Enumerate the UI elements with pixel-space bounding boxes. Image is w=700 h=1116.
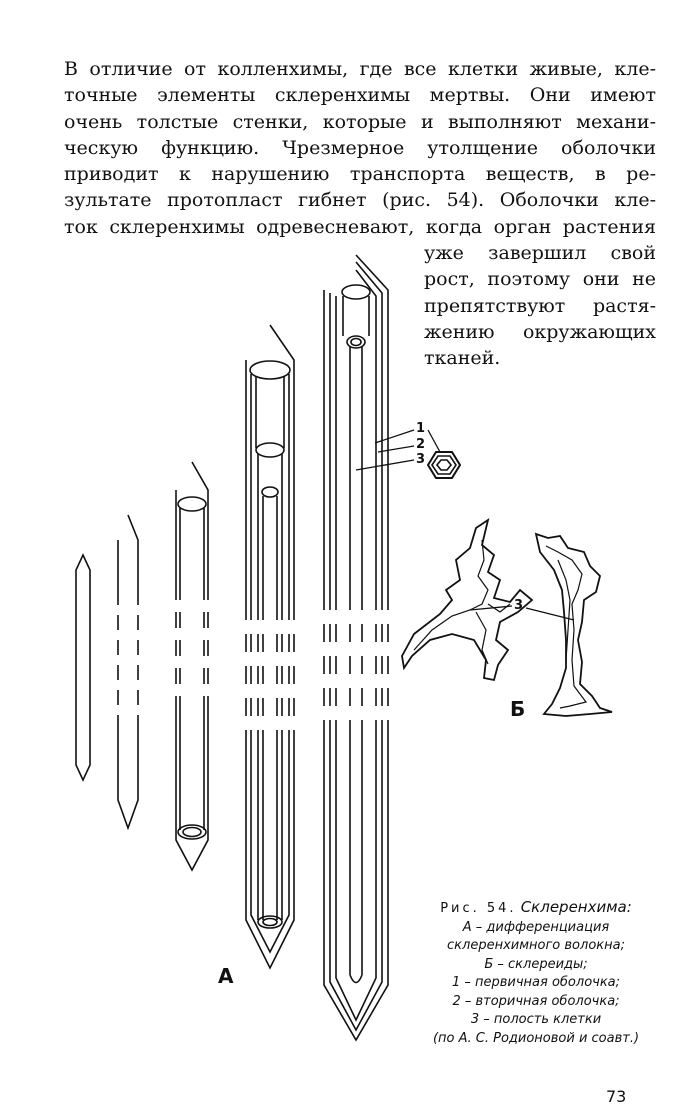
text-line: приводит к нарушению транспорта веществ, в ре- [64,163,656,186]
text-line: ческую функцию. Чрезмерное утолщение оболочки [64,136,656,159]
text-line: очень толстые стенки, которые и выполняют механи- [64,110,656,133]
text-line: жению окружающих [424,320,656,343]
callout-number-2: 2 [416,437,426,452]
caption-line: 3 – полость клетки [470,1012,602,1027]
caption-title: Склеренхима: [520,898,632,916]
caption-line: А – дифференциация [462,919,610,935]
caption-prefix: Рис. 54. [440,901,517,916]
text-line: ток склеренхимы одревесневают, когда орган растения [64,215,656,238]
callout-number-1: 1 [416,421,426,436]
caption-line: склеренхимного волокна; [447,938,625,953]
fiber-stage-2 [118,515,138,828]
caption-line: 1 – первичная оболочка; [451,975,621,990]
caption-line: (по А. С. Родионовой и соавт.) [432,1030,640,1046]
text-line: рост, поэтому они не [424,268,656,291]
fiber-stage-4 [246,325,294,968]
fiber-stage-1 [76,555,90,780]
text-line: зультате протопласт гибнет (рис. 54). Оболочки кле- [64,189,656,212]
caption-line: Б – склереиды; [484,956,588,972]
callout-number-3: 3 [416,452,426,467]
fiber-stage-5 [324,255,388,1040]
text-line: тканей. [424,347,501,370]
text-line: В отличие от колленхимы, где все клетки живые, кле- [64,58,656,80]
figure-label-a: А [218,964,234,988]
sclereid-branched [402,520,532,680]
figure-label-b: Б [510,697,526,721]
callout-leaders [356,430,440,470]
text-line: препятствуют растя- [424,294,656,317]
sclereid-elongated [536,534,612,716]
caption-line: 2 – вторичная оболочка; [452,993,620,1009]
text-line: уже завершил свой [424,242,656,264]
fiber-stage-3 [176,462,208,870]
page-number: 73 [606,1087,627,1106]
caption-title-line [410,898,662,919]
callout-number-3-b: 3 [514,598,524,613]
figure-caption [410,898,662,1048]
fiber-cross-section [428,452,460,478]
text-line: точные элементы склеренхимы мертвы. Они имеют [64,84,656,107]
